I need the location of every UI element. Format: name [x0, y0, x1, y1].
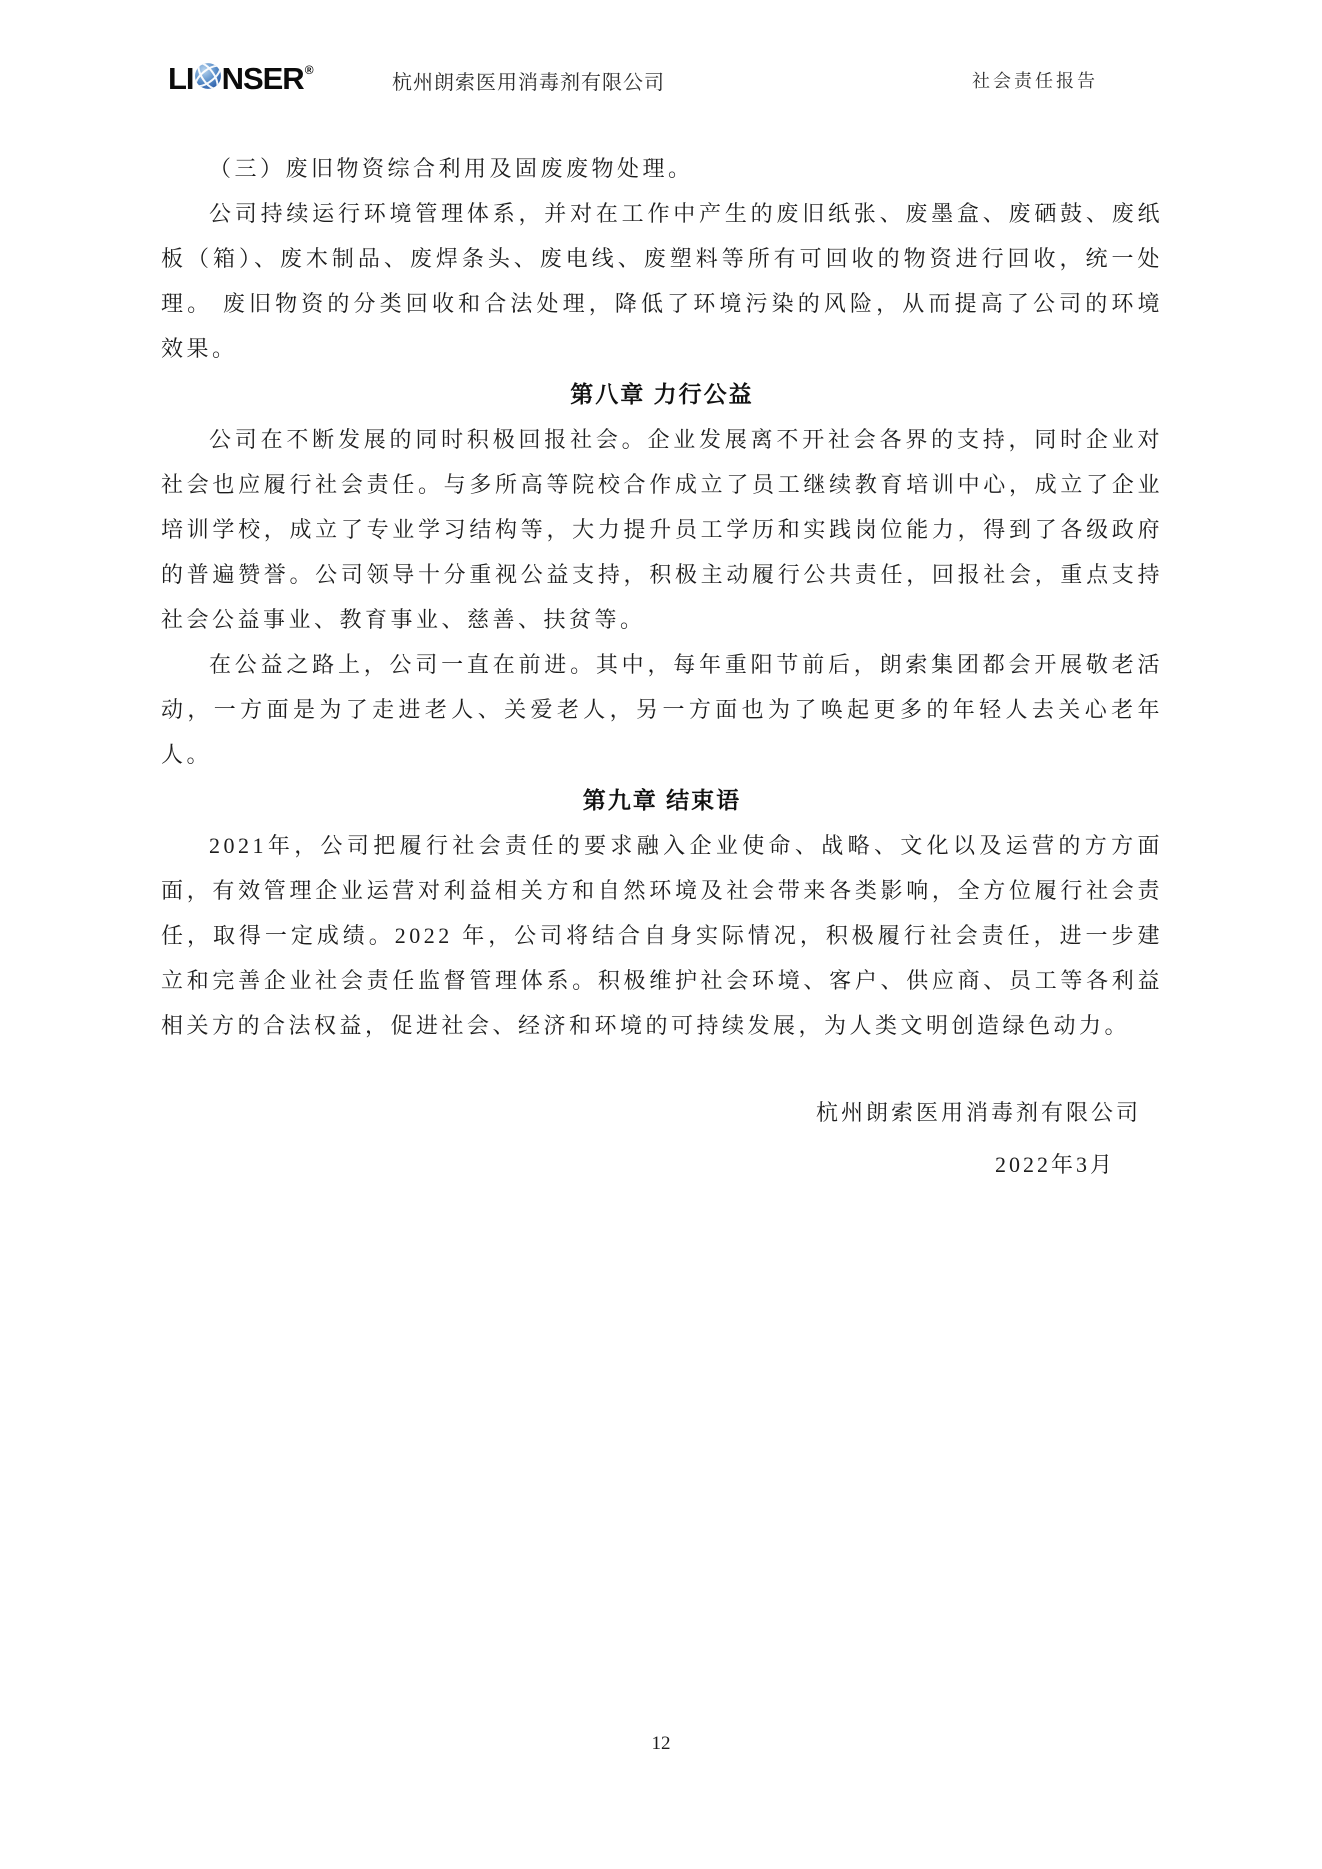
lionser-logo	[168, 58, 313, 100]
chapter-8-heading: 第八章 力行公益	[570, 381, 754, 407]
document-body	[161, 146, 1163, 1048]
header-report-title: 社会责任报告	[972, 71, 1098, 91]
page-number: 12	[651, 1733, 671, 1754]
header-company-name: 杭州朗索医用消毒剂有限公司	[392, 72, 665, 94]
paragraph-waste-section-title: （三）废旧物资综合利用及固废废物处理。	[209, 156, 694, 181]
signature-company: 杭州朗索医用消毒剂有限公司	[815, 1100, 1141, 1125]
paragraph-public-welfare: 公司在不断发展的同时积极回报社会。企业发展离不开社会各界的支持，同时企业对社会也应履行社会责任。与多所高等院校合作成立了员工继续教育培训中心，成立了企业培训学校，成立了专业学习结构等，大力提升员工学历和实践岗位能力，得到了各级政府的普遍赞誉。公司领导十分重视公益支持，积极主动履行公共责任，回报社会，重点支持社会公益事业、教育事业、慈善、扶贫等。	[161, 427, 1163, 632]
signature-block	[161, 1090, 1163, 1187]
page-footer	[0, 1733, 1322, 1755]
paragraph-waste-recycling: 公司持续运行环境管理体系，并对在工作中产生的废旧纸张、废墨盒、废硒鼓、废纸板（箱）、废木制品、废焊条头、废电线、废塑料等所有可回收的物资进行回收，统一处理。 废旧物资的分类回收和合法处理，降低了环境污染的风险，从而提高了公司的环境效果。	[161, 201, 1163, 361]
signature-date: 2022年3月	[994, 1152, 1115, 1177]
page-header	[0, 56, 1322, 104]
registered-trademark-icon: ®	[304, 63, 314, 77]
paragraph-conclusion: 2021年，公司把履行社会责任的要求融入企业使命、战略、文化以及运营的方方面面，有效管理企业运营对利益相关方和自然环境及社会带来各类影响，全方位履行社会责任，取得一定成绩。2022 年，公司将结合自身实际情况，积极履行社会责任，进一步建立和完善企业社会责任监督管理体系。积极维护社会环境、客户、供应商、员工等各利益相关方的合法权益，促进社会、经济和环境的可持续发展，为人类文明创造绿色动力。	[161, 833, 1163, 1038]
chapter-9-heading: 第九章 结束语	[582, 787, 742, 813]
logo-text-suffix: NSER	[221, 61, 304, 96]
globe-icon	[193, 60, 223, 100]
paragraph-elderly-care: 在公益之路上，公司一直在前进。其中，每年重阳节前后，朗索集团都会开展敬老活动，一方面是为了走进老人、关爱老人，另一方面也为了唤起更多的年轻人去关心老年人。	[161, 652, 1163, 767]
logo-text-prefix: LI	[168, 61, 194, 96]
